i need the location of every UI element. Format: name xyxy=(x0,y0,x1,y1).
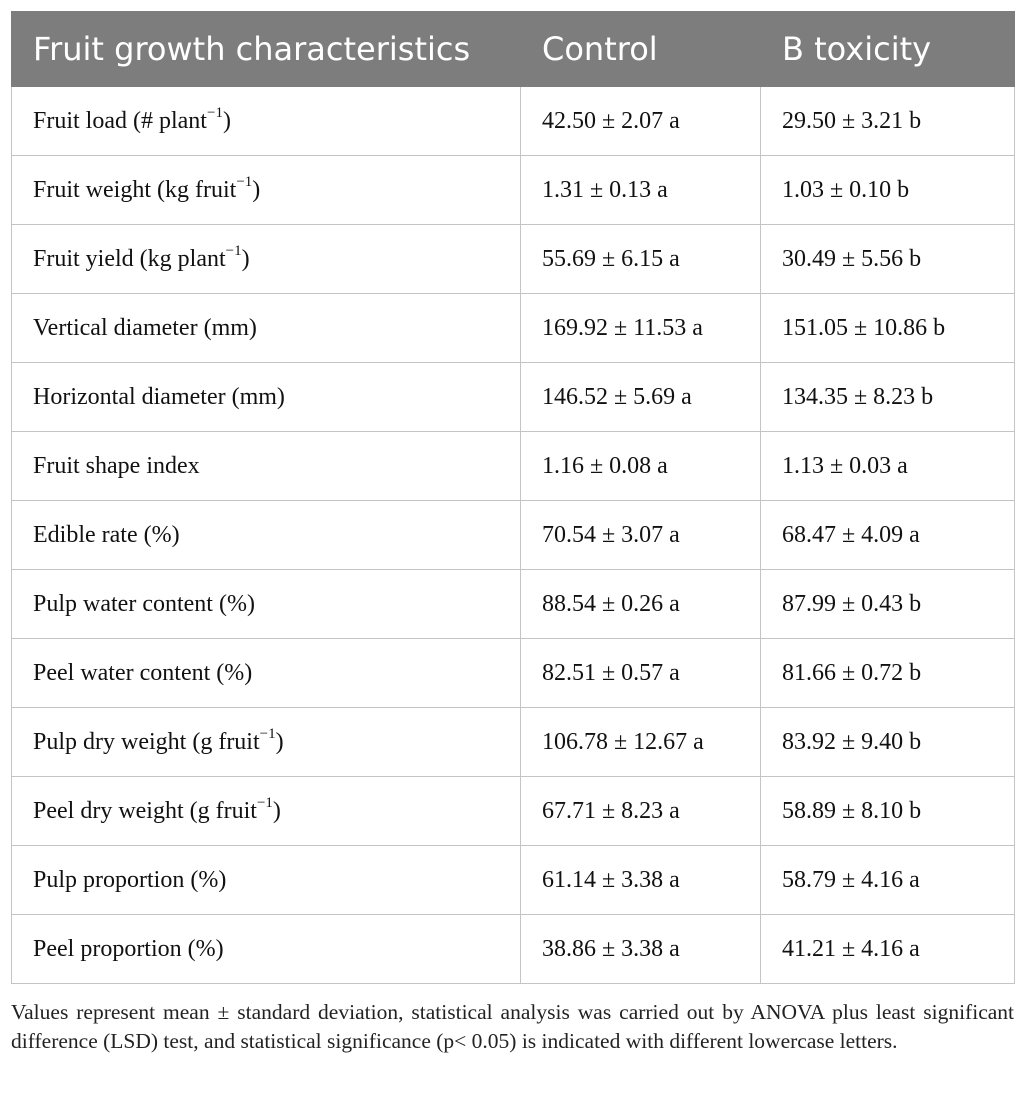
characteristic-label: Fruit weight (kg fruit xyxy=(33,176,237,203)
cell-characteristic xyxy=(12,915,521,984)
characteristic-label: Fruit shape index xyxy=(33,452,200,479)
cell-characteristic xyxy=(12,777,521,846)
table-row xyxy=(12,363,1015,432)
table-footnote: Values represent mean ± standard deviation, statistical analysis was carried out by ANOVA plus least significant difference (LSD) test, and statistical significance (p< 0.05) is indicated with different lowercase letters. xyxy=(11,1000,1014,1053)
cell-characteristic xyxy=(12,846,521,915)
cell-control: 38.86 ± 3.38 a xyxy=(521,915,761,984)
cell-control: 67.71 ± 8.23 a xyxy=(521,777,761,846)
unit-exponent: −1 xyxy=(206,104,223,121)
cell-control: 169.92 ± 11.53 a xyxy=(521,294,761,363)
cell-b-toxicity: 41.21 ± 4.16 a xyxy=(761,915,1015,984)
characteristic-label: Peel proportion (%) xyxy=(33,935,224,962)
cell-control: 106.78 ± 12.67 a xyxy=(521,708,761,777)
cell-control: 88.54 ± 0.26 a xyxy=(521,570,761,639)
cell-characteristic xyxy=(12,87,521,156)
characteristic-label: Fruit load (# plant xyxy=(33,107,207,134)
cell-characteristic xyxy=(12,639,521,708)
table-row xyxy=(12,915,1015,984)
characteristic-label: Pulp dry weight (g fruit xyxy=(33,728,260,755)
table-row xyxy=(12,846,1015,915)
characteristic-label: Edible rate (%) xyxy=(33,521,180,548)
table-row xyxy=(12,708,1015,777)
cell-b-toxicity: 81.66 ± 0.72 b xyxy=(761,639,1015,708)
table-body xyxy=(12,87,1015,984)
cell-b-toxicity: 58.89 ± 8.10 b xyxy=(761,777,1015,846)
header-b-toxicity: B toxicity xyxy=(761,12,1015,87)
cell-characteristic xyxy=(12,708,521,777)
table-row xyxy=(12,225,1015,294)
characteristic-label: Vertical diameter (mm) xyxy=(33,314,257,341)
unit-exponent: −1 xyxy=(256,794,273,811)
cell-control: 1.31 ± 0.13 a xyxy=(521,156,761,225)
label-suffix: ) xyxy=(241,245,250,272)
characteristic-label: Peel dry weight (g fruit xyxy=(33,797,257,824)
unit-exponent: −1 xyxy=(259,725,276,742)
cell-characteristic xyxy=(12,294,521,363)
table-row xyxy=(12,87,1015,156)
table-container xyxy=(11,11,1014,1056)
table-row xyxy=(12,570,1015,639)
characteristic-label: Pulp proportion (%) xyxy=(33,866,227,893)
characteristic-label: Fruit yield (kg plant xyxy=(33,245,226,272)
cell-b-toxicity: 30.49 ± 5.56 b xyxy=(761,225,1015,294)
characteristic-label: Peel water content (%) xyxy=(33,659,253,686)
cell-b-toxicity: 83.92 ± 9.40 b xyxy=(761,708,1015,777)
cell-control: 70.54 ± 3.07 a xyxy=(521,501,761,570)
label-suffix: ) xyxy=(252,176,261,203)
cell-characteristic xyxy=(12,570,521,639)
cell-control: 82.51 ± 0.57 a xyxy=(521,639,761,708)
cell-characteristic xyxy=(12,363,521,432)
cell-characteristic xyxy=(12,501,521,570)
cell-b-toxicity: 134.35 ± 8.23 b xyxy=(761,363,1015,432)
cell-characteristic xyxy=(12,156,521,225)
table-row xyxy=(12,156,1015,225)
cell-b-toxicity: 58.79 ± 4.16 a xyxy=(761,846,1015,915)
cell-control: 146.52 ± 5.69 a xyxy=(521,363,761,432)
cell-control: 1.16 ± 0.08 a xyxy=(521,432,761,501)
unit-exponent: −1 xyxy=(225,242,242,259)
cell-b-toxicity: 29.50 ± 3.21 b xyxy=(761,87,1015,156)
cell-b-toxicity: 87.99 ± 0.43 b xyxy=(761,570,1015,639)
cell-control: 42.50 ± 2.07 a xyxy=(521,87,761,156)
label-suffix: ) xyxy=(222,107,231,134)
label-suffix: ) xyxy=(275,728,284,755)
cell-control: 61.14 ± 3.38 a xyxy=(521,846,761,915)
table-row xyxy=(12,639,1015,708)
characteristic-label: Pulp water content (%) xyxy=(33,590,255,617)
header-row xyxy=(12,12,1015,87)
table-row xyxy=(12,294,1015,363)
cell-b-toxicity: 1.03 ± 0.10 b xyxy=(761,156,1015,225)
cell-characteristic xyxy=(12,432,521,501)
table-row xyxy=(12,777,1015,846)
cell-control: 55.69 ± 6.15 a xyxy=(521,225,761,294)
cell-b-toxicity: 68.47 ± 4.09 a xyxy=(761,501,1015,570)
header-characteristics: Fruit growth characteristics xyxy=(12,12,521,87)
fruit-growth-table xyxy=(11,11,1015,984)
label-suffix: ) xyxy=(272,797,281,824)
cell-b-toxicity: 1.13 ± 0.03 a xyxy=(761,432,1015,501)
characteristic-label: Horizontal diameter (mm) xyxy=(33,383,285,410)
table-row xyxy=(12,501,1015,570)
table-header xyxy=(12,12,1015,87)
header-control: Control xyxy=(521,12,761,87)
unit-exponent: −1 xyxy=(236,173,253,190)
cell-characteristic xyxy=(12,225,521,294)
table-row xyxy=(12,432,1015,501)
cell-b-toxicity: 151.05 ± 10.86 b xyxy=(761,294,1015,363)
